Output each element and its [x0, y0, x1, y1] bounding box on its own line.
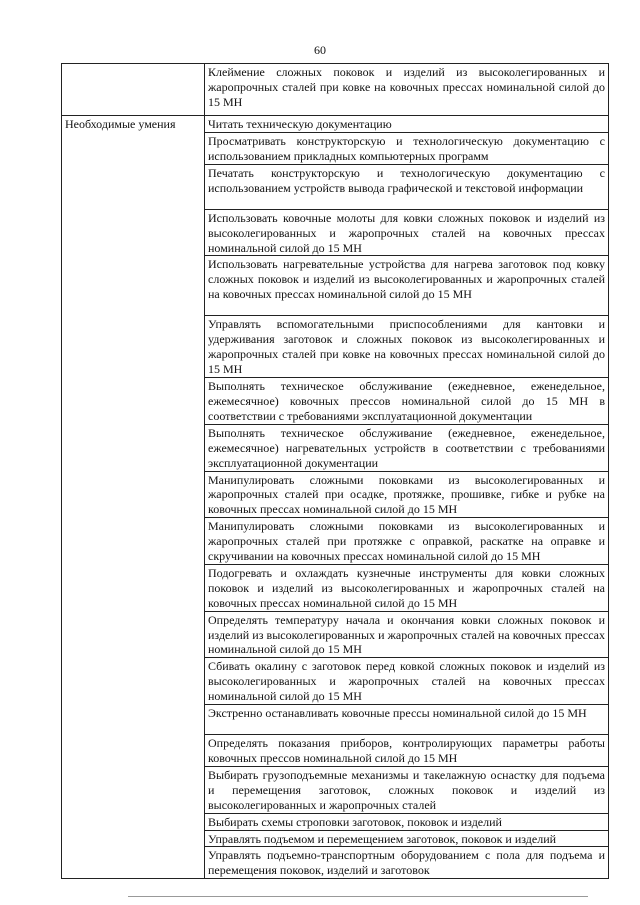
table-row	[62, 64, 609, 116]
skill-item: Печатать конструкторскую и технологическую документацию с использованием устройств вывода графической и текстовой информации	[205, 164, 609, 209]
skill-item: Использовать нагревательные устройства для нагрева заготовок под ковку сложных поковок и изделий из высоколегированных и жаропрочных сталей на ковочных прессах номинальной силой до 15 МН	[205, 256, 609, 316]
skill-item: Выполнять техническое обслуживание (ежедневное, еженедельное, ежемесячное) нагревательных устройств в соответствии с требованиями эксплуатационной документации	[205, 424, 609, 471]
skill-item: Сбивать окалину с заготовок перед ковкой сложных поковок и изделий из высоколегированных и жаропрочных сталей на ковочных прессах номинальной силой до 15 МН	[205, 658, 609, 705]
footer-rule	[128, 896, 588, 897]
section-label: Необходимые умения	[62, 116, 205, 879]
skill-item: Управлять вспомогательными приспособлениями для кантовки и удерживания заготовок и сложных поковок из высоколегированных и жаропрочных сталей при ковке на ковочных прессах номинальной силой до 15 МН	[205, 316, 609, 378]
table-row	[62, 116, 609, 133]
skill-item: Выполнять техническое обслуживание (ежедневное, еженедельное, ежемесячное) ковочных прессов номинальной силой до 15 МН в соответствии с требованиями эксплуатационной документации	[205, 378, 609, 425]
skill-item: Управлять подъемом и перемещением заготовок, поковок и изделий	[205, 830, 609, 847]
skills-table	[61, 63, 609, 879]
skill-item: Выбирать схемы строповки заготовок, поковок и изделий	[205, 813, 609, 830]
skill-item: Использовать ковочные молоты для ковки сложных поковок и изделий из высоколегированных и жаропрочных сталей на ковочных прессах номинальной силой до 15 МН	[205, 209, 609, 256]
skill-item: Управлять подъемно-транспортным оборудованием с пола для подъема и перемещения поковок, изделий и заготовок	[205, 847, 609, 879]
skill-item: Определять температуру начала и окончания ковки сложных поковок и изделий из высоколегированных и жаропрочных сталей на ковочных прессах номинальной силой до 15 МН	[205, 611, 609, 658]
skill-item: Подогревать и охлаждать кузнечные инструменты для ковки сложных поковок и изделий из высоколегированных и жаропрочных сталей на ковочных прессах номинальной силой до 15 МН	[205, 564, 609, 611]
table-cell: Клеймение сложных поковок и изделий из высоколегированных и жаропрочных сталей при ковке на ковочных прессах номинальной силой до 15 МН	[205, 64, 609, 116]
skills-table-body	[62, 64, 609, 879]
page-number: 60	[314, 43, 326, 57]
skill-item: Экстренно останавливать ковочные прессы номинальной силой до 15 МН	[205, 705, 609, 735]
empty-label-cell	[62, 64, 205, 116]
skill-item: Читать техническую документацию	[205, 116, 609, 133]
skill-item: Манипулировать сложными поковками из высоколегированных и жаропрочных сталей при осадке, протяжке, прошивке, гибке и рубке на ковочных прессах номинальной силой до 15 МН	[205, 471, 609, 518]
skill-item: Выбирать грузоподъемные механизмы и такелажную оснастку для подъема и перемещения заготовок, сложных поковок и изделий из высоколегированных и жаропрочных сталей	[205, 766, 609, 813]
skill-item: Манипулировать сложными поковками из высоколегированных и жаропрочных сталей при протяжке с оправкой, раскатке на оправке и скручивании на ковочных прессах номинальной силой до 15 МН	[205, 518, 609, 565]
skill-item: Определять показания приборов, контролирующих параметры работы ковочных прессов номинальной силой до 15 МН	[205, 735, 609, 767]
skill-item: Просматривать конструкторскую и технологическую документацию с использованием прикладных компьютерных программ	[205, 132, 609, 164]
